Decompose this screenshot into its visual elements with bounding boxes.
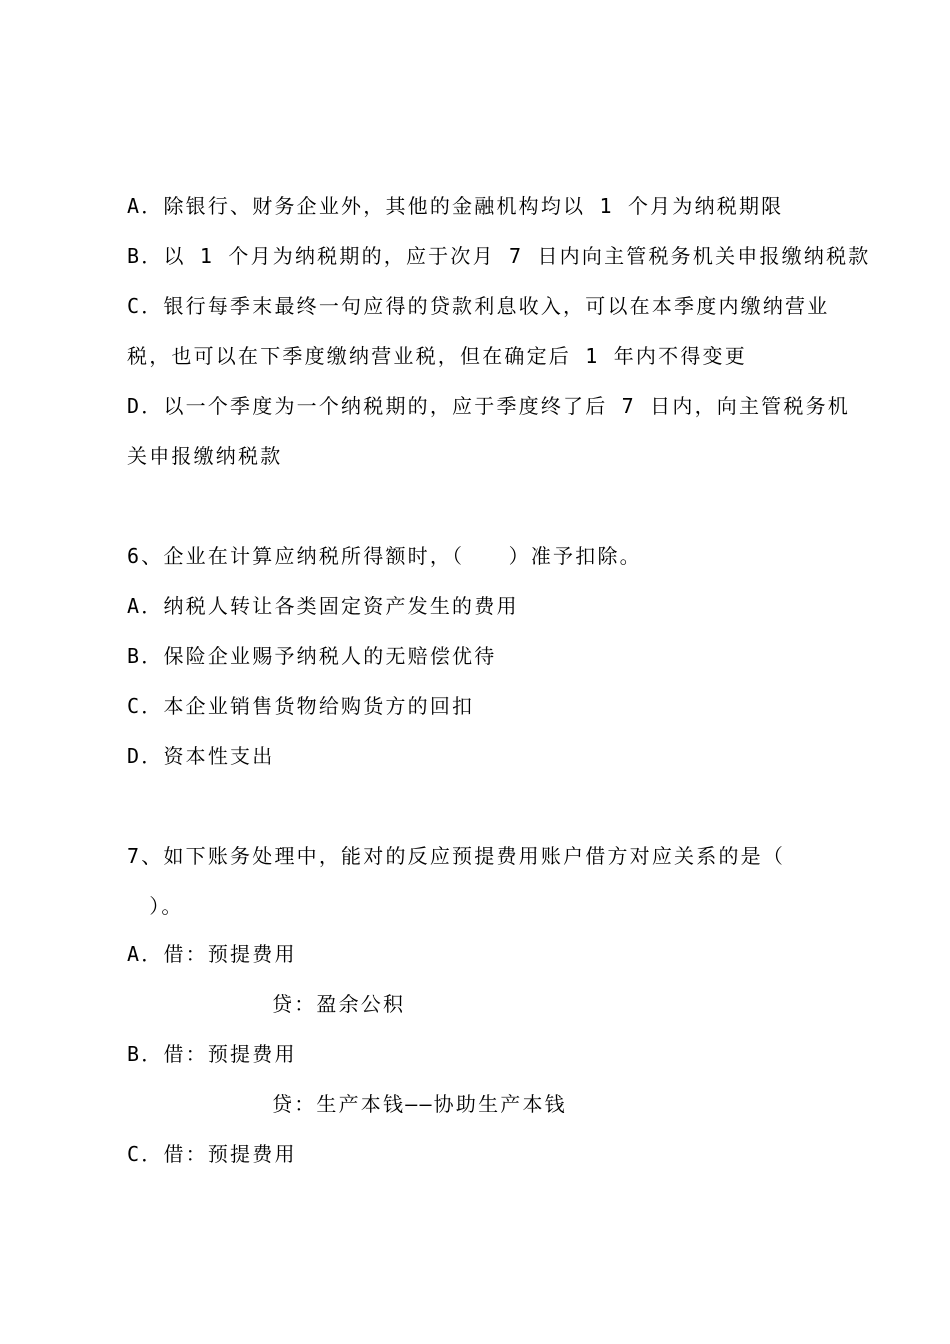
q6-option-b: B．保险企业赐予纳税人的无赔偿优待 xyxy=(127,644,497,668)
q7-question-line1: 7、如下账务处理中，能对的反应预提费用账户借方对应关系的是（ xyxy=(127,844,786,868)
q5-option-c-line1: C．银行每季末最终一句应得的贷款利息收入，可以在本季度内缴纳营业 xyxy=(127,294,830,318)
q5-option-d-line1: D．以一个季度为一个纳税期的，应于季度终了后 7 日内，向主管税务机 xyxy=(127,394,850,418)
q7-option-c-debit: C．借：预提费用 xyxy=(127,1142,297,1166)
q5-option-a: A．除银行、财务企业外，其他的金融机构均以 1 个月为纳税期限 xyxy=(127,194,784,218)
q7-option-a-credit: 贷：盈余公积 xyxy=(272,992,406,1016)
q7-option-b-credit: 贷：生产本钱——协助生产本钱 xyxy=(272,1092,567,1116)
q6-option-c: C．本企业销售货物给购货方的回扣 xyxy=(127,694,475,718)
q6-option-d: D．资本性支出 xyxy=(127,744,275,768)
q5-option-c-line2: 税，也可以在下季度缴纳营业税，但在确定后 1 年内不得变更 xyxy=(127,344,747,368)
q5-option-d-line2: 关申报缴纳税款 xyxy=(127,444,283,468)
q7-option-a-debit: A．借：预提费用 xyxy=(127,942,297,966)
q5-option-b: B．以 1 个月为纳税期的，应于次月 7 日内向主管税务机关申报缴纳税款 xyxy=(127,244,871,268)
q7-option-b-debit: B．借：预提费用 xyxy=(127,1042,297,1066)
q6-question: 6、企业在计算应纳税所得额时，（ ）准予扣除。 xyxy=(127,544,642,568)
q6-option-a: A．纳税人转让各类固定资产发生的费用 xyxy=(127,594,519,618)
q7-question-line2: ）。 xyxy=(127,894,184,918)
